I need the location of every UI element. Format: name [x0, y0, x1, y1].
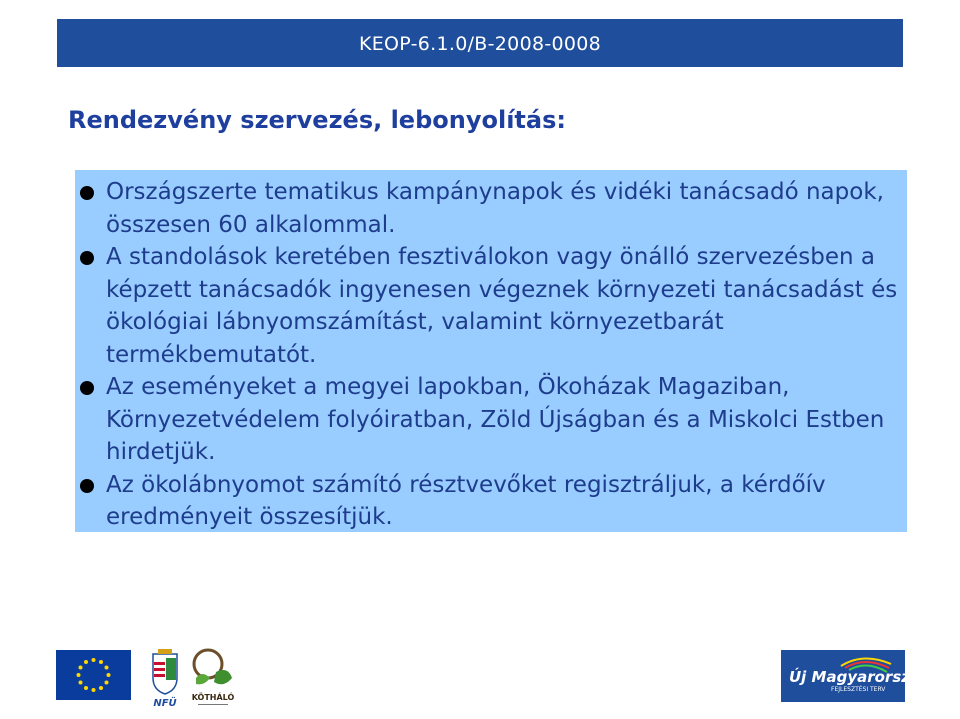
- nfu-logo: [145, 648, 185, 710]
- bullet-text: Az eseményeket a megyei lapokban, Ökoházak Magaziban, Környezetvédelem folyóiratban, Zöld Újságban és a Miskolci Estben hirdetjük.: [106, 374, 885, 465]
- nfu-label: NFÜ: [153, 698, 177, 709]
- bullet-list: [75, 176, 907, 534]
- content-box: [75, 170, 907, 532]
- project-code: KEOP-6.1.0/B-2008-0008: [358, 33, 602, 55]
- bullet-item: [75, 371, 907, 469]
- slide-title: Rendezvény szervezés, lebonyolítás:: [68, 106, 566, 134]
- kothalo-label: KÖTHÁLÓ: [191, 693, 235, 702]
- bullet-text: A standolások keretében fesztiválokon vagy önálló szervezésben a képzett tanácsadók ingyenesen végeznek környezeti tanácsadást és ökológiai lábnyomszámítást, valamint környezetbarát termékbemutatót.: [106, 244, 898, 368]
- bullet-dot-icon: [80, 186, 94, 200]
- bullet-item: [75, 241, 907, 371]
- umft-title: Új Magyarország: [789, 668, 931, 686]
- bullet-dot-icon: [80, 251, 94, 265]
- bullet-text: Az ökolábnyomot számító résztvevőket regisztráljuk, a kérdőív eredményeit összesítjük.: [106, 471, 826, 530]
- bullet-text: Országszerte tematikus kampánynapok és vidéki tanácsadó napok, összesen 60 alkalommal.: [106, 179, 884, 238]
- bullet-item: [75, 176, 907, 241]
- bullet-dot-icon: [80, 381, 94, 395]
- umft-subtitle: FEJLESZTÉSI TERV: [831, 686, 886, 693]
- footer-logos: [0, 640, 960, 719]
- kothalo-logo: [188, 644, 238, 710]
- eu-flag-icon: [56, 650, 131, 700]
- header-bar: [57, 19, 903, 67]
- uj-magyarorszag-logo: [781, 650, 931, 702]
- bullet-dot-icon: [80, 479, 94, 493]
- bullet-item: [75, 469, 907, 534]
